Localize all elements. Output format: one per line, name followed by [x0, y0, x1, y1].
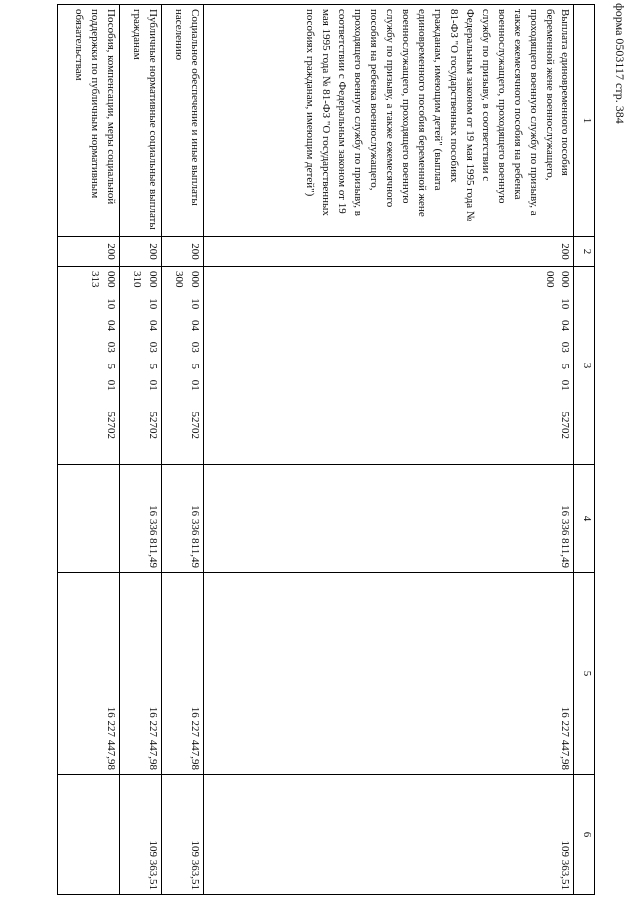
code-part: 01	[147, 379, 160, 391]
line-code: 200	[58, 237, 120, 267]
code-part: 5	[559, 363, 572, 369]
code-part: 313	[88, 271, 101, 288]
column-number-row	[574, 5, 595, 895]
code-part: 310	[131, 271, 144, 288]
line-code: 200	[119, 237, 161, 267]
amount-col5: 16 227 447,98	[204, 573, 574, 775]
row-name: Пособия, компенсации, меры социальной поддержки по публичным нормативным обязательствам	[58, 5, 120, 237]
code-part: 5	[189, 363, 202, 369]
code-part: 52702	[147, 411, 160, 439]
code-part: 000	[559, 271, 572, 288]
column-number: 6	[574, 775, 595, 895]
column-number: 4	[574, 465, 595, 573]
code-part: 300	[173, 271, 186, 288]
table-row	[204, 5, 574, 895]
amount-col4: 16 336 811,49	[162, 465, 204, 573]
code-part: 04	[147, 320, 160, 331]
row-name: Социальное обеспечение и иные выплаты населению	[162, 5, 204, 237]
column-number: 1	[574, 5, 595, 237]
report-table	[57, 4, 595, 895]
code-part: 000	[147, 271, 160, 288]
table-row	[58, 5, 120, 895]
code-part: 000	[189, 271, 202, 288]
row-name: Выплата единовременного пособия беременной жене военнослужащего, проходящего военную службу по призыву, а также ежемесячного пособия на ребенка военнослужащего, проходящего военную службу по призыву, в соответствии с Федеральным законом от 19 мая 1995 года № 81-ФЗ "О государственных пособиях гражданам, имеющим детей" (выплата единовременного пособия беременной жене военнослужащего, проходящего военную службу по призыву, а также ежемесячного пособия на ребенка военнослужащего, проходящего военную службу по призыву, в соответствии с Федеральным законом от 19 мая 1995 года № 81-ФЗ "О государственных пособиях гражданам, имеющим детей")	[204, 5, 574, 237]
amount-col6: 109 363,51	[204, 775, 574, 895]
amount-col6: 109 363,51	[119, 775, 161, 895]
column-number: 5	[574, 573, 595, 775]
code-part: 52702	[559, 411, 572, 439]
amount-col4: 16 336 811,49	[119, 465, 161, 573]
budget-code	[119, 267, 161, 465]
line-code: 200	[204, 237, 574, 267]
budget-code	[162, 267, 204, 465]
code-part: 04	[189, 320, 202, 331]
code-part: 04	[104, 320, 117, 331]
code-part: 10	[147, 298, 160, 310]
amount-col5: 16 227 447,98	[58, 573, 120, 775]
table-row	[119, 5, 161, 895]
code-part: 03	[104, 341, 117, 353]
amount-col4: 16 336 811,49	[204, 465, 574, 573]
code-part: 10	[104, 298, 117, 310]
code-part: 000	[104, 271, 117, 288]
column-number: 3	[574, 267, 595, 465]
form-header: форма 0503117 стр. 384	[613, 3, 627, 124]
line-code: 200	[162, 237, 204, 267]
code-part: 52702	[189, 411, 202, 439]
row-name: Публичные нормативные социальные выплаты гражданам	[119, 5, 161, 237]
amount-col6: 109 363,51	[162, 775, 204, 895]
budget-code	[58, 267, 120, 465]
budget-code	[204, 267, 574, 465]
rotated-table-wrapper	[57, 4, 595, 894]
code-part: 04	[559, 320, 572, 331]
code-part: 01	[104, 379, 117, 391]
code-part: 01	[189, 379, 202, 391]
code-part: 01	[559, 379, 572, 391]
code-part: 000	[543, 271, 556, 288]
amount-col6	[58, 775, 120, 895]
code-part: 52702	[104, 411, 117, 439]
code-part: 5	[147, 363, 160, 369]
code-part: 03	[559, 341, 572, 353]
code-part: 10	[559, 298, 572, 310]
code-part: 03	[147, 341, 160, 353]
code-part: 10	[189, 298, 202, 310]
column-number: 2	[574, 237, 595, 267]
amount-col4	[58, 465, 120, 573]
amount-col5: 16 227 447,98	[162, 573, 204, 775]
amount-col5: 16 227 447,98	[119, 573, 161, 775]
code-part: 03	[189, 341, 202, 353]
code-part: 5	[104, 363, 117, 369]
table-row	[162, 5, 204, 895]
